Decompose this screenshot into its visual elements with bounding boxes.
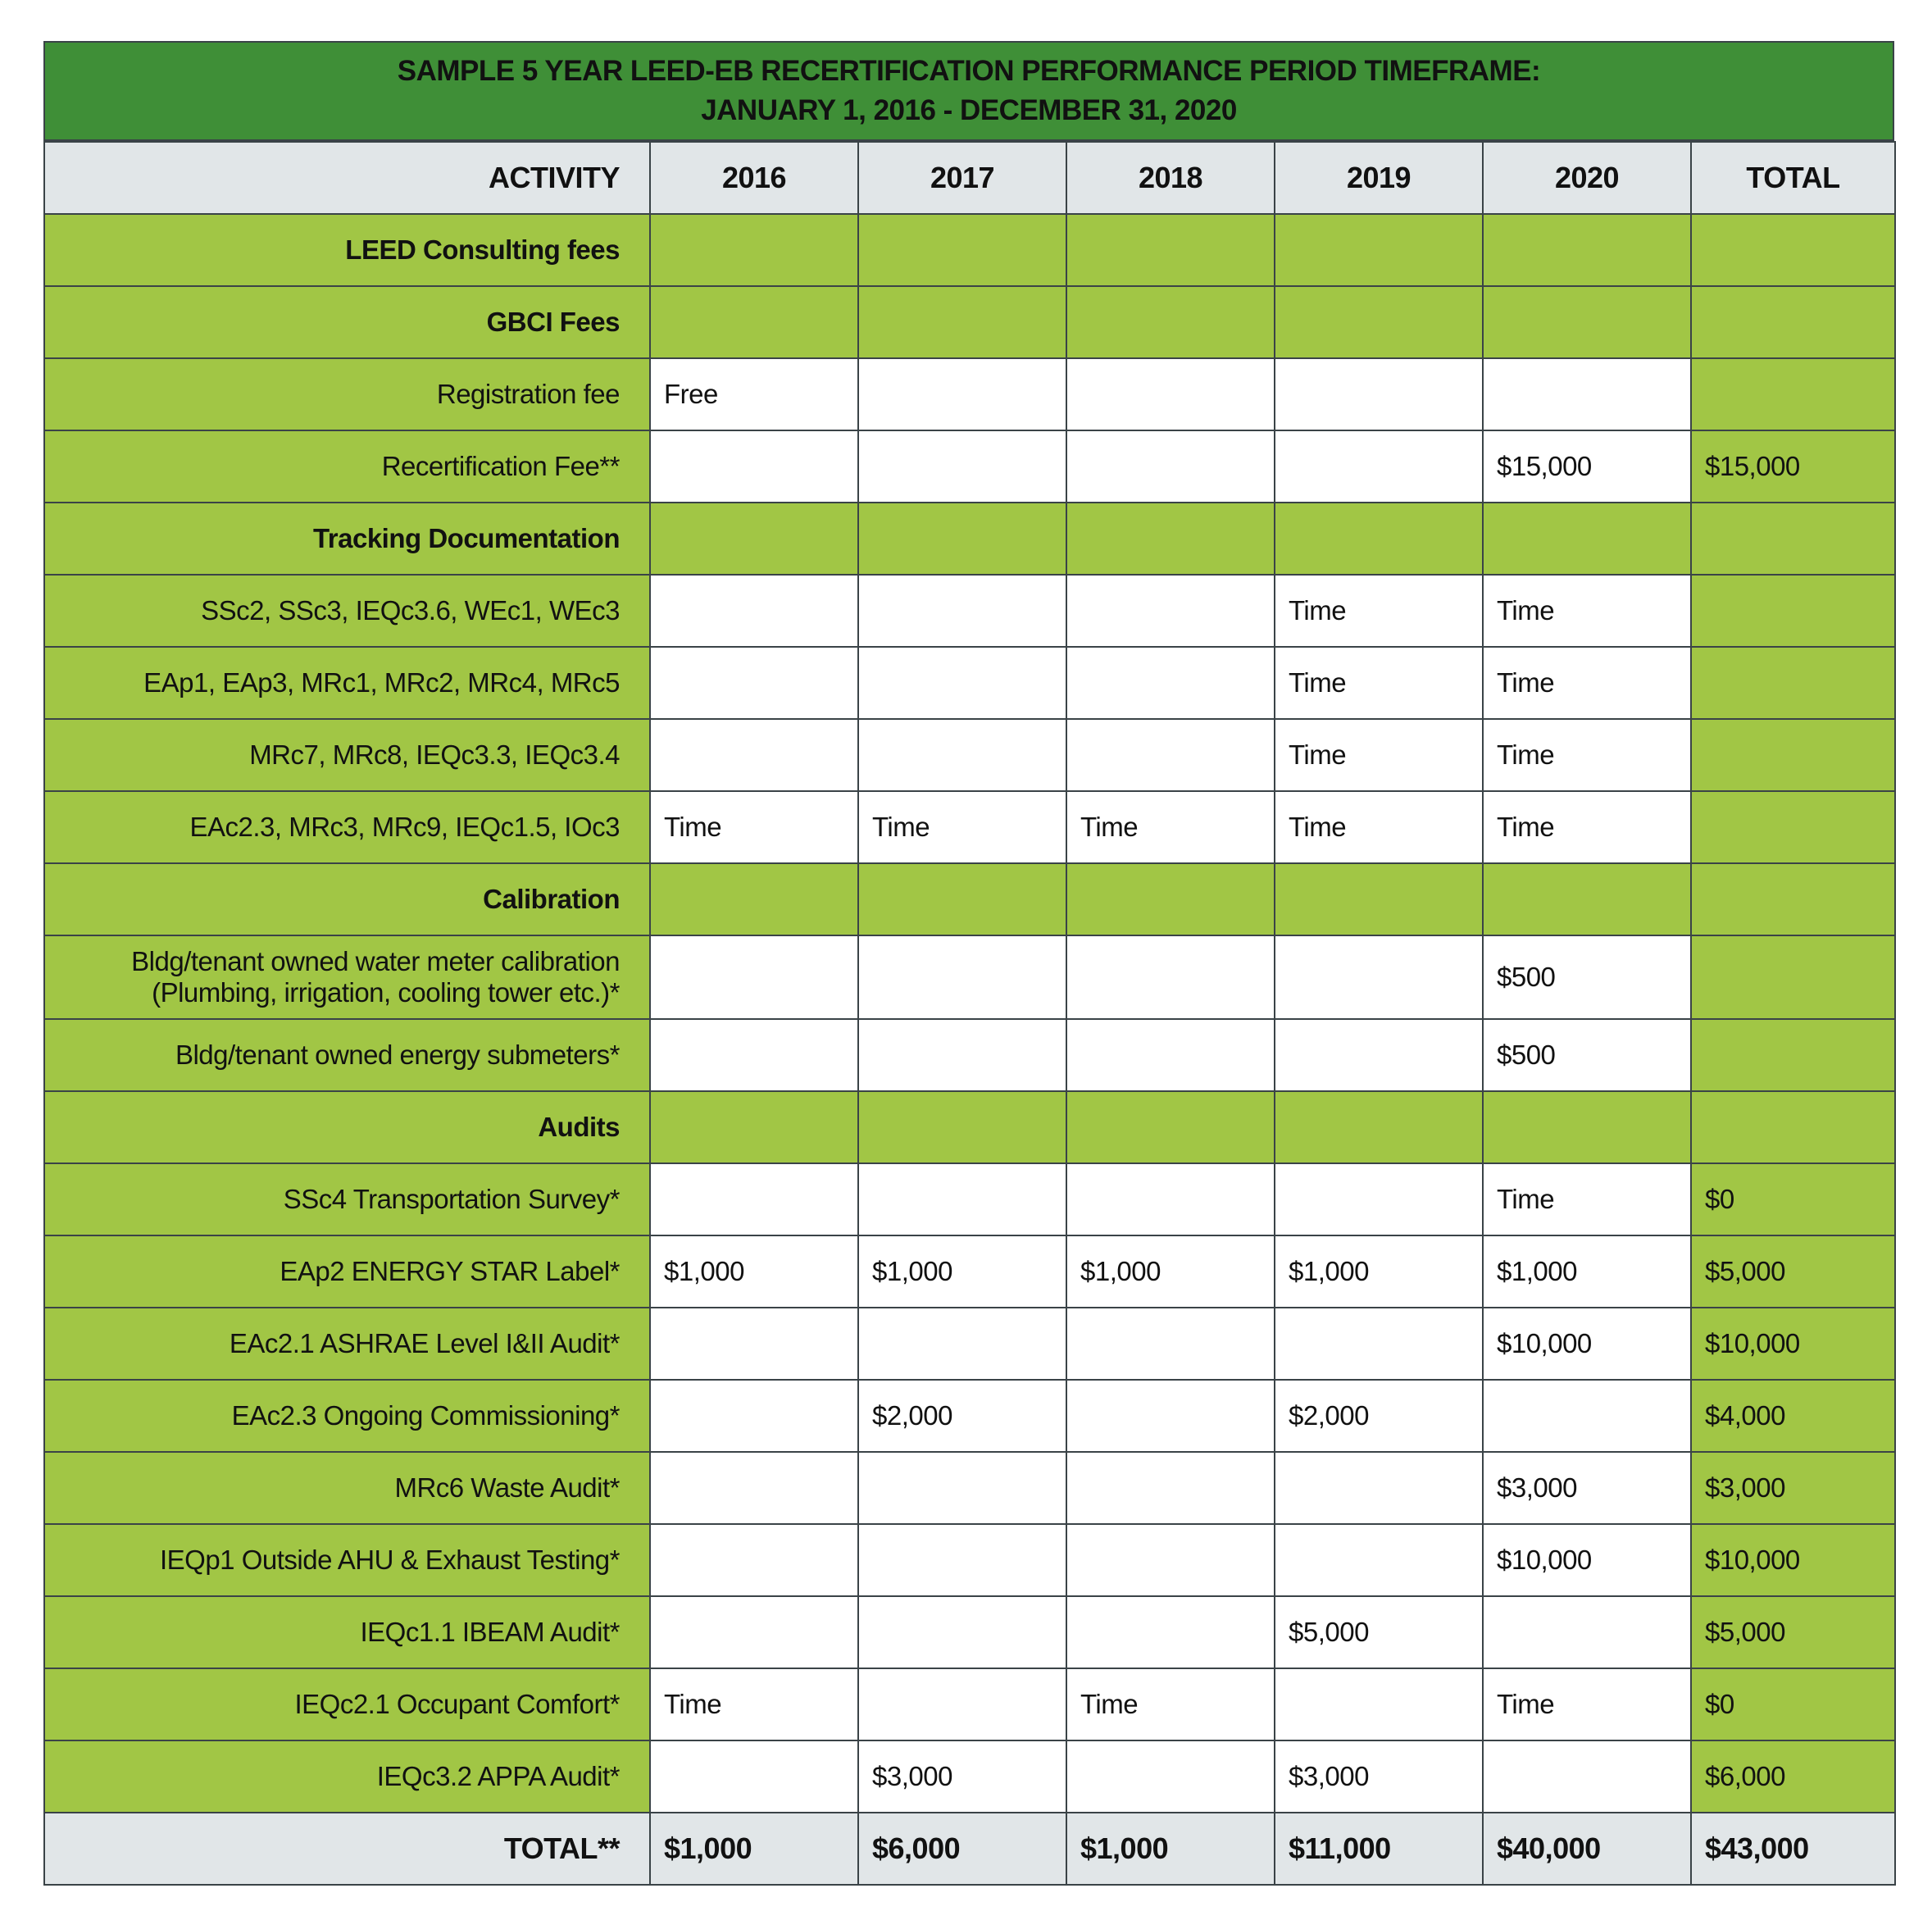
row-cell-2017: $3,000	[858, 1740, 1066, 1813]
row-cell-2016	[650, 1452, 858, 1524]
row-cell-2019: Time	[1275, 791, 1483, 863]
row-cell-2020: $10,000	[1483, 1308, 1691, 1380]
row-cell-2019	[1275, 430, 1483, 503]
row-activity: SSc4 Transportation Survey*	[44, 1163, 650, 1235]
row-total	[1691, 791, 1895, 863]
row-cell-2019: $5,000	[1275, 1596, 1483, 1668]
table-row	[44, 647, 1895, 719]
row-cell-2016	[650, 1380, 858, 1452]
row-cell-2016: Time	[650, 791, 858, 863]
table-row	[44, 430, 1895, 503]
row-total: $4,000	[1691, 1380, 1895, 1452]
row-cell-2018	[1066, 1524, 1275, 1596]
row-cell-2018	[1066, 358, 1275, 430]
row-activity: Registration fee	[44, 358, 650, 430]
row-cell-2020: $3,000	[1483, 1452, 1691, 1524]
total-2016: $1,000	[650, 1813, 858, 1885]
total-2017: $6,000	[858, 1813, 1066, 1885]
header-total: TOTAL	[1691, 142, 1895, 214]
row-total: $0	[1691, 1668, 1895, 1740]
row-cell-2020: $500	[1483, 1019, 1691, 1091]
row-activity: EAp2 ENERGY STAR Label*	[44, 1235, 650, 1308]
title-line-2: JANUARY 1, 2016 - DECEMBER 31, 2020	[701, 94, 1237, 126]
table-row	[44, 1668, 1895, 1740]
table-row	[44, 1452, 1895, 1524]
table-row	[44, 358, 1895, 430]
table-row	[44, 1163, 1895, 1235]
row-cell	[650, 1091, 858, 1163]
row-total	[1691, 358, 1895, 430]
total-row-label: TOTAL**	[44, 1813, 650, 1885]
row-cell-2018: $1,000	[1066, 1235, 1275, 1308]
table-row	[44, 1380, 1895, 1452]
row-cell-2016	[650, 575, 858, 647]
row-cell-2020: $1,000	[1483, 1235, 1691, 1308]
row-activity: EAc2.1 ASHRAE Level I&II Audit*	[44, 1308, 650, 1380]
row-cell-2019	[1275, 935, 1483, 1019]
row-activity: Recertification Fee**	[44, 430, 650, 503]
header-year-2019: 2019	[1275, 142, 1483, 214]
row-cell-2017: $2,000	[858, 1380, 1066, 1452]
table-row	[44, 1596, 1895, 1668]
row-cell-2019: $3,000	[1275, 1740, 1483, 1813]
row-cell-2017	[858, 575, 1066, 647]
row-activity: Calibration	[44, 863, 650, 935]
total-2018: $1,000	[1066, 1813, 1275, 1885]
row-cell	[858, 863, 1066, 935]
row-cell-2019	[1275, 1668, 1483, 1740]
row-total	[1691, 286, 1895, 358]
row-cell-2020: Time	[1483, 1163, 1691, 1235]
title-line-1: SAMPLE 5 YEAR LEED-EB RECERTIFICATION PERFORMANCE PERIOD TIMEFRAME:	[397, 55, 1541, 87]
row-cell-2016	[650, 1163, 858, 1235]
row-activity: Audits	[44, 1091, 650, 1163]
row-cell-2018	[1066, 1452, 1275, 1524]
row-cell-2018	[1066, 1163, 1275, 1235]
row-cell-2016	[650, 430, 858, 503]
section-row-leed-consulting-fees	[44, 214, 1895, 286]
row-cell	[1066, 1091, 1275, 1163]
row-total: $6,000	[1691, 1740, 1895, 1813]
total-2020: $40,000	[1483, 1813, 1691, 1885]
header-row	[44, 142, 1895, 214]
row-cell-2020: $15,000	[1483, 430, 1691, 503]
row-activity: MRc7, MRc8, IEQc3.3, IEQc3.4	[44, 719, 650, 791]
row-activity: MRc6 Waste Audit*	[44, 1452, 650, 1524]
table-row	[44, 1740, 1895, 1813]
row-cell-2019	[1275, 1308, 1483, 1380]
table-row	[44, 1308, 1895, 1380]
row-cell	[1066, 503, 1275, 575]
row-cell-2016	[650, 1308, 858, 1380]
row-cell	[1066, 863, 1275, 935]
row-cell	[650, 503, 858, 575]
table-body	[44, 142, 1895, 1885]
table-row	[44, 791, 1895, 863]
row-cell-2020: $10,000	[1483, 1524, 1691, 1596]
row-cell	[1483, 214, 1691, 286]
row-activity: Tracking Documentation	[44, 503, 650, 575]
table-row	[44, 1235, 1895, 1308]
row-cell-2020	[1483, 1380, 1691, 1452]
row-cell	[1066, 214, 1275, 286]
row-activity: IEQc1.1 IBEAM Audit*	[44, 1596, 650, 1668]
row-cell-2017	[858, 935, 1066, 1019]
row-cell-2017	[858, 1596, 1066, 1668]
row-activity: IEQp1 Outside AHU & Exhaust Testing*	[44, 1524, 650, 1596]
row-cell-2018	[1066, 719, 1275, 791]
header-year-2017: 2017	[858, 142, 1066, 214]
row-cell	[650, 863, 858, 935]
row-cell-2020: Time	[1483, 647, 1691, 719]
table-row	[44, 1019, 1895, 1091]
row-cell-2020: Time	[1483, 791, 1691, 863]
row-cell-2017	[858, 1308, 1066, 1380]
row-cell-2016	[650, 935, 858, 1019]
total-2019: $11,000	[1275, 1813, 1483, 1885]
row-cell-2020	[1483, 358, 1691, 430]
row-cell-2018	[1066, 1380, 1275, 1452]
row-cell-2019	[1275, 358, 1483, 430]
row-total: $0	[1691, 1163, 1895, 1235]
row-total	[1691, 575, 1895, 647]
section-row-audits	[44, 1091, 1895, 1163]
row-cell-2017	[858, 1163, 1066, 1235]
fee-schedule-table	[43, 141, 1896, 1886]
table-row	[44, 719, 1895, 791]
row-cell-2020: Time	[1483, 719, 1691, 791]
row-cell-2016	[650, 1019, 858, 1091]
row-cell-2020	[1483, 1596, 1691, 1668]
row-cell-2020: $500	[1483, 935, 1691, 1019]
row-total	[1691, 214, 1895, 286]
row-cell-2017	[858, 1452, 1066, 1524]
row-cell	[650, 214, 858, 286]
row-cell-2017	[858, 647, 1066, 719]
row-cell-2016	[650, 1740, 858, 1813]
row-total: $15,000	[1691, 430, 1895, 503]
row-cell-2019: $2,000	[1275, 1380, 1483, 1452]
row-cell	[858, 503, 1066, 575]
row-cell-2019	[1275, 1452, 1483, 1524]
section-row-calibration	[44, 863, 1895, 935]
row-cell	[650, 286, 858, 358]
row-cell-2016	[650, 647, 858, 719]
row-total: $5,000	[1691, 1235, 1895, 1308]
row-cell-2017: Time	[858, 791, 1066, 863]
row-cell-2019	[1275, 1524, 1483, 1596]
row-cell-2018: Time	[1066, 791, 1275, 863]
row-total	[1691, 719, 1895, 791]
row-cell-2018	[1066, 430, 1275, 503]
row-total: $10,000	[1691, 1524, 1895, 1596]
row-total	[1691, 1019, 1895, 1091]
header-year-2016: 2016	[650, 142, 858, 214]
row-cell-2017	[858, 358, 1066, 430]
row-cell-2016	[650, 719, 858, 791]
row-cell	[858, 214, 1066, 286]
table-row	[44, 575, 1895, 647]
row-total: $5,000	[1691, 1596, 1895, 1668]
row-activity: IEQc3.2 APPA Audit*	[44, 1740, 650, 1813]
row-cell-2019: $1,000	[1275, 1235, 1483, 1308]
row-activity: GBCI Fees	[44, 286, 650, 358]
header-activity: ACTIVITY	[44, 142, 650, 214]
row-cell-2018	[1066, 1740, 1275, 1813]
row-cell	[1275, 503, 1483, 575]
row-activity: Bldg/tenant owned energy submeters*	[44, 1019, 650, 1091]
table-row	[44, 935, 1895, 1019]
row-cell-2019	[1275, 1019, 1483, 1091]
row-cell-2019	[1275, 1163, 1483, 1235]
total-row	[44, 1813, 1895, 1885]
row-cell-2017	[858, 1524, 1066, 1596]
row-cell-2018	[1066, 1019, 1275, 1091]
row-activity: EAc2.3 Ongoing Commissioning*	[44, 1380, 650, 1452]
row-cell	[1483, 286, 1691, 358]
section-row-tracking-documentation	[44, 503, 1895, 575]
row-cell-2016	[650, 1524, 858, 1596]
header-year-2018: 2018	[1066, 142, 1275, 214]
row-cell-2019: Time	[1275, 647, 1483, 719]
row-activity: EAp1, EAp3, MRc1, MRc2, MRc4, MRc5	[44, 647, 650, 719]
row-activity-line-2: (Plumbing, irrigation, cooling tower etc.)*	[152, 977, 620, 1008]
row-cell-2018	[1066, 1308, 1275, 1380]
row-cell	[1275, 863, 1483, 935]
row-total	[1691, 503, 1895, 575]
row-cell	[858, 1091, 1066, 1163]
row-cell-2018: Time	[1066, 1668, 1275, 1740]
row-activity: SSc2, SSc3, IEQc3.6, WEc1, WEc3	[44, 575, 650, 647]
row-cell-2018	[1066, 1596, 1275, 1668]
grand-total: $43,000	[1691, 1813, 1895, 1885]
row-total: $10,000	[1691, 1308, 1895, 1380]
row-cell-2016: Time	[650, 1668, 858, 1740]
row-cell	[1066, 286, 1275, 358]
row-activity-line-1: Bldg/tenant owned water meter calibration	[131, 946, 620, 976]
row-cell-2017	[858, 1668, 1066, 1740]
row-total: $3,000	[1691, 1452, 1895, 1524]
row-cell-2019: Time	[1275, 719, 1483, 791]
row-activity: EAc2.3, MRc3, MRc9, IEQc1.5, IOc3	[44, 791, 650, 863]
leed-timeframe-sheet	[43, 41, 1894, 1886]
row-cell-2018	[1066, 575, 1275, 647]
row-cell-2016: $1,000	[650, 1235, 858, 1308]
row-total	[1691, 863, 1895, 935]
row-cell	[1275, 214, 1483, 286]
row-activity: IEQc2.1 Occupant Comfort*	[44, 1668, 650, 1740]
row-cell-2018	[1066, 647, 1275, 719]
row-cell-2016	[650, 1596, 858, 1668]
row-cell-2017	[858, 1019, 1066, 1091]
row-cell-2017	[858, 719, 1066, 791]
row-total	[1691, 1091, 1895, 1163]
row-cell	[858, 286, 1066, 358]
row-cell	[1483, 503, 1691, 575]
row-cell	[1275, 1091, 1483, 1163]
row-cell	[1483, 863, 1691, 935]
row-activity	[44, 935, 650, 1019]
row-cell-2016: Free	[650, 358, 858, 430]
row-cell	[1275, 286, 1483, 358]
row-activity: LEED Consulting fees	[44, 214, 650, 286]
row-cell-2020: Time	[1483, 575, 1691, 647]
table-title	[43, 41, 1894, 141]
table-row	[44, 1524, 1895, 1596]
row-cell	[1483, 1091, 1691, 1163]
row-total	[1691, 647, 1895, 719]
row-cell-2020	[1483, 1740, 1691, 1813]
header-year-2020: 2020	[1483, 142, 1691, 214]
row-total	[1691, 935, 1895, 1019]
row-cell-2019: Time	[1275, 575, 1483, 647]
section-row-gbci-fees	[44, 286, 1895, 358]
row-cell-2018	[1066, 935, 1275, 1019]
row-cell-2017: $1,000	[858, 1235, 1066, 1308]
row-cell-2017	[858, 430, 1066, 503]
row-cell-2020: Time	[1483, 1668, 1691, 1740]
